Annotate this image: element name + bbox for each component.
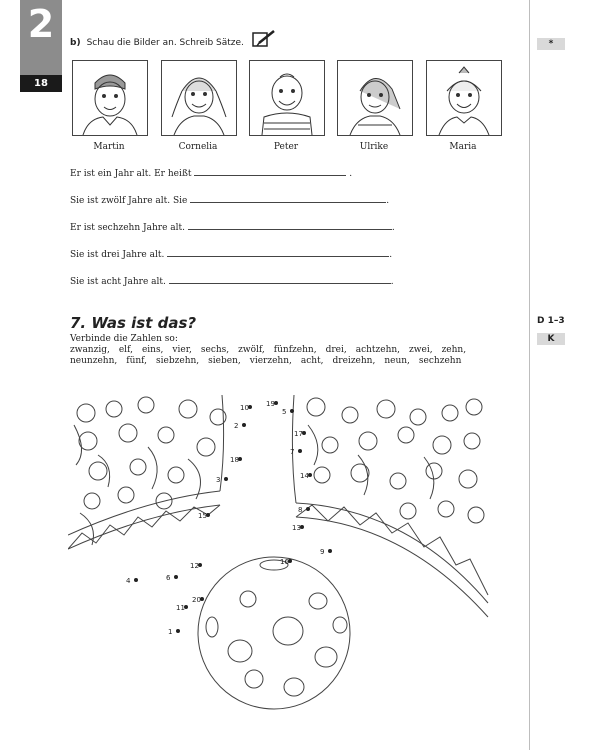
sentence-4: Sie ist drei Jahre alt. .	[70, 250, 393, 260]
dot-label: 8	[298, 506, 303, 514]
dot-label: 13	[292, 524, 301, 532]
sentence-3: Er ist sechzehn Jahre alt. .	[70, 223, 395, 233]
number-word: sechs,	[200, 345, 230, 355]
dot-label: 11	[176, 604, 185, 612]
dot-label: 17	[294, 430, 303, 438]
number-word: vierzehn,	[249, 356, 292, 366]
dot-label: 14	[300, 472, 309, 480]
circus-scene	[68, 395, 490, 730]
portrait-cornelia	[161, 60, 237, 136]
dot-point[interactable]	[224, 477, 228, 481]
page-number: 18	[20, 75, 62, 92]
pencil-icon	[252, 30, 276, 48]
number-word: drei,	[325, 345, 347, 355]
name-martin: Martin	[93, 142, 125, 152]
sentence-2: Sie ist zwölf Jahre alt. Sie .	[70, 196, 390, 206]
exercise-b-instruction	[70, 38, 244, 48]
star-tag: *	[537, 38, 565, 50]
dot-label: 19	[266, 400, 275, 408]
number-word: zwölf,	[238, 345, 265, 355]
dot-point[interactable]	[306, 507, 310, 511]
number-word: fünfzehn,	[273, 345, 317, 355]
dot-label: 9	[320, 548, 325, 556]
dot-point[interactable]	[176, 629, 180, 633]
dot-point[interactable]	[174, 575, 178, 579]
k-tag: K	[537, 333, 565, 345]
portrait-ulrike	[337, 60, 413, 136]
dot-point[interactable]	[328, 549, 332, 553]
dot-label: 1	[168, 628, 173, 636]
dot-point[interactable]	[298, 449, 302, 453]
sentence-5: Sie ist acht Jahre alt. .	[70, 277, 394, 287]
dot-label: 10	[240, 404, 249, 412]
number-word: fünf,	[126, 356, 148, 366]
portrait-peter	[249, 60, 325, 136]
dot-label: 4	[126, 577, 131, 585]
name-peter: Peter	[273, 142, 299, 152]
name-maria: Maria	[449, 142, 477, 152]
number-word: zehn,	[441, 345, 467, 355]
answer-blank[interactable]	[188, 221, 392, 230]
dot-label: 7	[290, 448, 295, 456]
exercise-7-instruction: Verbinde die Zahlen so:	[70, 334, 178, 344]
number-word: siebzehn,	[156, 356, 200, 366]
dot-label: 6	[166, 574, 171, 582]
dot-point[interactable]	[242, 423, 246, 427]
number-word-list	[70, 345, 502, 367]
d-tag: D 1–3	[537, 316, 565, 326]
dot-point[interactable]	[290, 409, 294, 413]
exercise-letter: b)	[70, 38, 81, 48]
dot-label: 20	[192, 596, 201, 604]
number-word: dreizehn,	[332, 356, 376, 366]
dot-label: 18	[230, 456, 239, 464]
portrait-martin	[72, 60, 148, 136]
instruction-text: Schau die Bilder an. Schreib Sätze.	[86, 38, 244, 48]
dot-label: 15	[198, 512, 207, 520]
dot-point[interactable]	[134, 578, 138, 582]
dot-label: 16	[280, 558, 289, 566]
dot-label: 2	[234, 422, 239, 430]
number-word: sieben,	[208, 356, 241, 366]
number-word: achtzehn,	[355, 345, 401, 355]
answer-blank[interactable]	[190, 194, 386, 203]
number-word: eins,	[141, 345, 164, 355]
name-cornelia: Cornelia	[178, 142, 218, 152]
exercise-7-title: 7. Was ist das?	[70, 314, 197, 332]
number-word: elf,	[118, 345, 133, 355]
margin-rule	[529, 0, 530, 750]
number-word: vier,	[172, 345, 192, 355]
number-word: neun,	[384, 356, 410, 366]
answer-blank[interactable]	[169, 275, 391, 284]
number-word: acht,	[300, 356, 324, 366]
number-word: sechzehn	[418, 356, 462, 366]
number-word: zwanzig,	[70, 345, 110, 355]
chapter-number: 2	[27, 2, 55, 46]
chapter-tab	[20, 0, 62, 75]
dot-label: 3	[216, 476, 221, 484]
dot-label: 5	[282, 408, 287, 416]
answer-blank[interactable]	[167, 248, 389, 257]
portrait-maria	[426, 60, 502, 136]
number-word: zwei,	[409, 345, 433, 355]
answer-blank[interactable]	[194, 167, 346, 176]
dot-label: 12	[190, 562, 199, 570]
name-ulrike: Ulrike	[359, 142, 389, 152]
number-word: neunzehn,	[70, 356, 118, 366]
sentence-1: Er ist ein Jahr alt. Er heißt .	[70, 169, 353, 179]
